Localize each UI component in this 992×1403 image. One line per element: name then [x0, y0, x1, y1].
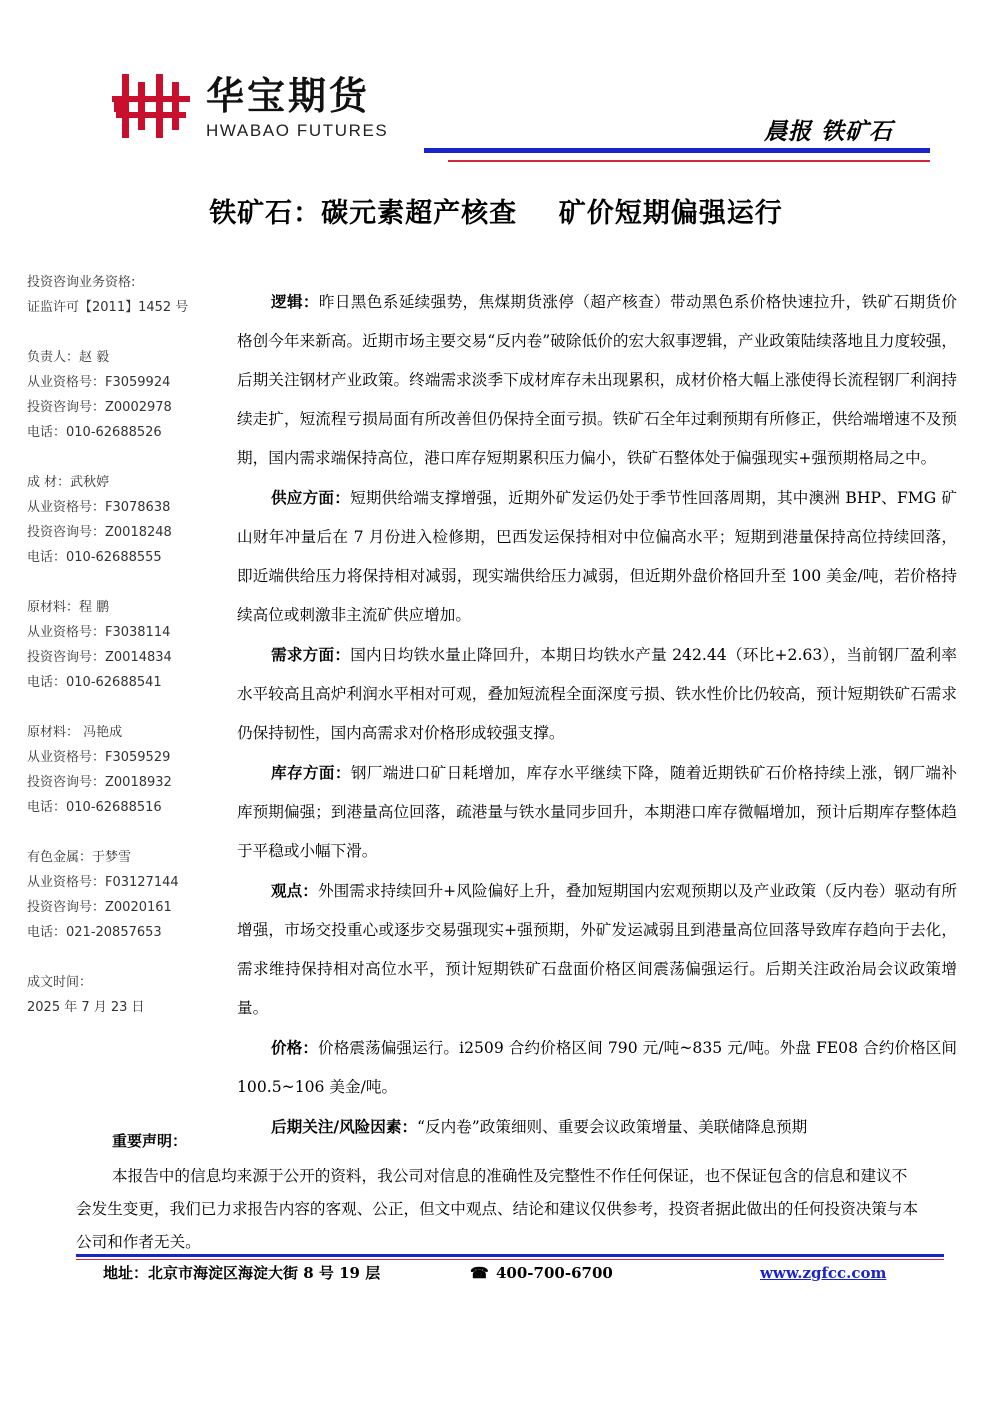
analyst-cert: 从业资格号：F3059924 — [27, 375, 171, 390]
footer-phone-number: 400-700-6700 — [496, 1264, 613, 1282]
report-type-tag: 晨报 铁矿石 — [764, 118, 894, 145]
disclaimer-text: 本报告中的信息均来源于公开的资料，我公司对信息的准确性及完整性不作任何保证，也不保证包含的信息和建议不会发生变更，我们已力求报告内容的客观、公正，但文中观点、结论和建议仅供参考，投资者据此做出的任何投资决策与本公司和作者无关。 — [76, 1167, 919, 1251]
header-divider-red — [448, 160, 930, 162]
analyst-sidebar — [27, 270, 227, 1020]
section-label: 库存方面： — [271, 763, 351, 782]
analyst-cert: 从业资格号：F03127144 — [27, 875, 179, 890]
section-text: 短期供给端支撑增强，近期外矿发运仍处于季节性回落周期，其中澳洲 BHP、FMG 矿山财年冲量后在 7 月份进入检修期，巴西发运保持相对中位偏高水平；短期到港量保持高位持续回落，即近端供给压力将保持相对减弱，现实端供给压力减弱，但近期外盘价格回升至 100 美金/吨，若价格持续高位或刺激非主流矿供应增加。 — [237, 489, 957, 624]
section-view — [237, 871, 957, 1028]
section-label: 价格： — [271, 1038, 319, 1057]
logo-english-name: HWABAO FUTURES — [206, 121, 389, 140]
section-text: 昨日黑色系延续强势，焦煤期货涨停（超产核查）带动黑色系价格快速拉升，铁矿石期货价格创今年来新高。近期市场主要交易“反内卷”破除低价的宏大叙事逻辑，产业政策陆续落地且力度较强，后期关注钢材产业政策。终端需求淡季下成材库存未出现累积，成材价格大幅上涨使得长流程钢厂利润持续走扩，短流程亏损局面有所改善但仍保持全面亏损。铁矿石全年过剩预期有所修正，供给端增速不及预期，国内需求端保持高位，港口库存短期累积压力偏小，铁矿石整体处于偏强现实+强预期格局之中。 — [237, 293, 957, 467]
analyst-consult: 投资咨询号：Z0018248 — [27, 525, 172, 540]
analyst-cert: 从业资格号：F3038114 — [27, 625, 171, 640]
section-text: 国内日均铁水量止降回升，本期日均铁水产量 242.44（环比+2.63），当前钢厂盈利率水平较高且高炉利润水平相对可观，叠加短流程全面深度亏损、铁水性价比仍较高，预计短期铁矿石需求仍保持韧性，国内高需求对价格形成较强支撑。 — [237, 646, 957, 742]
analyst-phone: 电话：010-62688541 — [27, 675, 162, 690]
page-title: 铁矿石：碳元素超产核查 矿价短期偏强运行 — [209, 198, 783, 229]
analyst-name: 成 材：武秋婷 — [27, 475, 110, 490]
analyst-name: 原材料： 冯艳成 — [27, 725, 123, 740]
section-label: 需求方面： — [271, 645, 351, 664]
section-inventory — [237, 753, 957, 871]
footer-website-link[interactable]: www.zgfcc.com — [760, 1264, 887, 1282]
analyst-consult: 投资咨询号：Z0018932 — [27, 775, 172, 790]
section-text: 钢厂端进口矿日耗增加，库存水平继续下降，随着近期铁矿石价格持续上涨，钢厂端补库预期偏强；到港量高位回落，疏港量与铁水量同步回升，本期港口库存微幅增加，预计后期库存整体趋于平稳或小幅下滑。 — [237, 764, 957, 860]
analyst-phone: 电话：010-62688526 — [27, 425, 162, 440]
analyst-phone: 电话：010-62688555 — [27, 550, 162, 565]
report-body — [237, 282, 957, 1147]
section-label: 供应方面： — [271, 488, 351, 507]
analyst-name: 原材料：程 鹏 — [27, 600, 110, 615]
analyst-name: 负责人：赵 毅 — [27, 350, 110, 365]
section-logic — [237, 282, 957, 478]
footer-address: 地址：北京市海淀区海淀大街 8 号 19 层 — [103, 1264, 381, 1282]
analyst-name: 有色金属：于梦雪 — [27, 850, 132, 865]
section-label: 逻辑： — [271, 292, 319, 311]
analyst-cert: 从业资格号：F3059529 — [27, 750, 171, 765]
footer-divider-red — [76, 1259, 944, 1260]
analyst-phone: 电话：021-20857653 — [27, 925, 162, 940]
section-text: 价格震荡偏强运行。i2509 合约价格区间 790 元/吨~835 元/吨。外盘 FE08 合约价格区间 100.5~106 美金/吨。 — [237, 1039, 957, 1096]
phone-icon: ☎ — [470, 1264, 489, 1282]
analyst-consult: 投资咨询号：Z0014834 — [27, 650, 172, 665]
section-risk — [237, 1107, 957, 1147]
footer-phone — [470, 1262, 613, 1284]
header-divider-blue — [424, 148, 930, 153]
disclaimer-title: 重要声明： — [112, 1132, 188, 1150]
disclaimer-body — [76, 1160, 921, 1259]
date-value: 2025 年 7 月 23 日 — [27, 1000, 145, 1015]
date-label: 成文时间： — [27, 975, 93, 990]
hwabao-logo-icon — [112, 72, 190, 140]
license-value: 证监许可【2011】1452 号 — [27, 300, 189, 315]
section-price — [237, 1028, 957, 1107]
logo-chinese-name: 华宝期货 — [206, 74, 371, 118]
analyst-consult: 投资咨询号：Z0020161 — [27, 900, 172, 915]
section-label: 后期关注/风险因素： — [271, 1117, 418, 1136]
section-text: “反内卷”政策细则、重要会议政策增量、美联储降息预期 — [417, 1118, 808, 1136]
analyst-consult: 投资咨询号：Z0002978 — [27, 400, 172, 415]
section-supply — [237, 478, 957, 635]
analyst-cert: 从业资格号：F3078638 — [27, 500, 171, 515]
section-label: 观点： — [271, 881, 318, 900]
section-demand — [237, 635, 957, 753]
license-label: 投资咨询业务资格: — [27, 275, 136, 290]
footer-divider-blue — [76, 1254, 944, 1257]
analyst-phone: 电话：010-62688516 — [27, 800, 162, 815]
section-text: 外围需求持续回升+风险偏好上升，叠加短期国内宏观预期以及产业政策（反内卷）驱动有所增强，市场交投重心或逐步交易强现实+强预期，外矿发运减弱且到港量高位回落导致库存趋向于去化，需求维持保持相对高位水平，预计短期铁矿石盘面价格区间震荡偏强运行。后期关注政治局会议政策增量。 — [237, 882, 957, 1017]
